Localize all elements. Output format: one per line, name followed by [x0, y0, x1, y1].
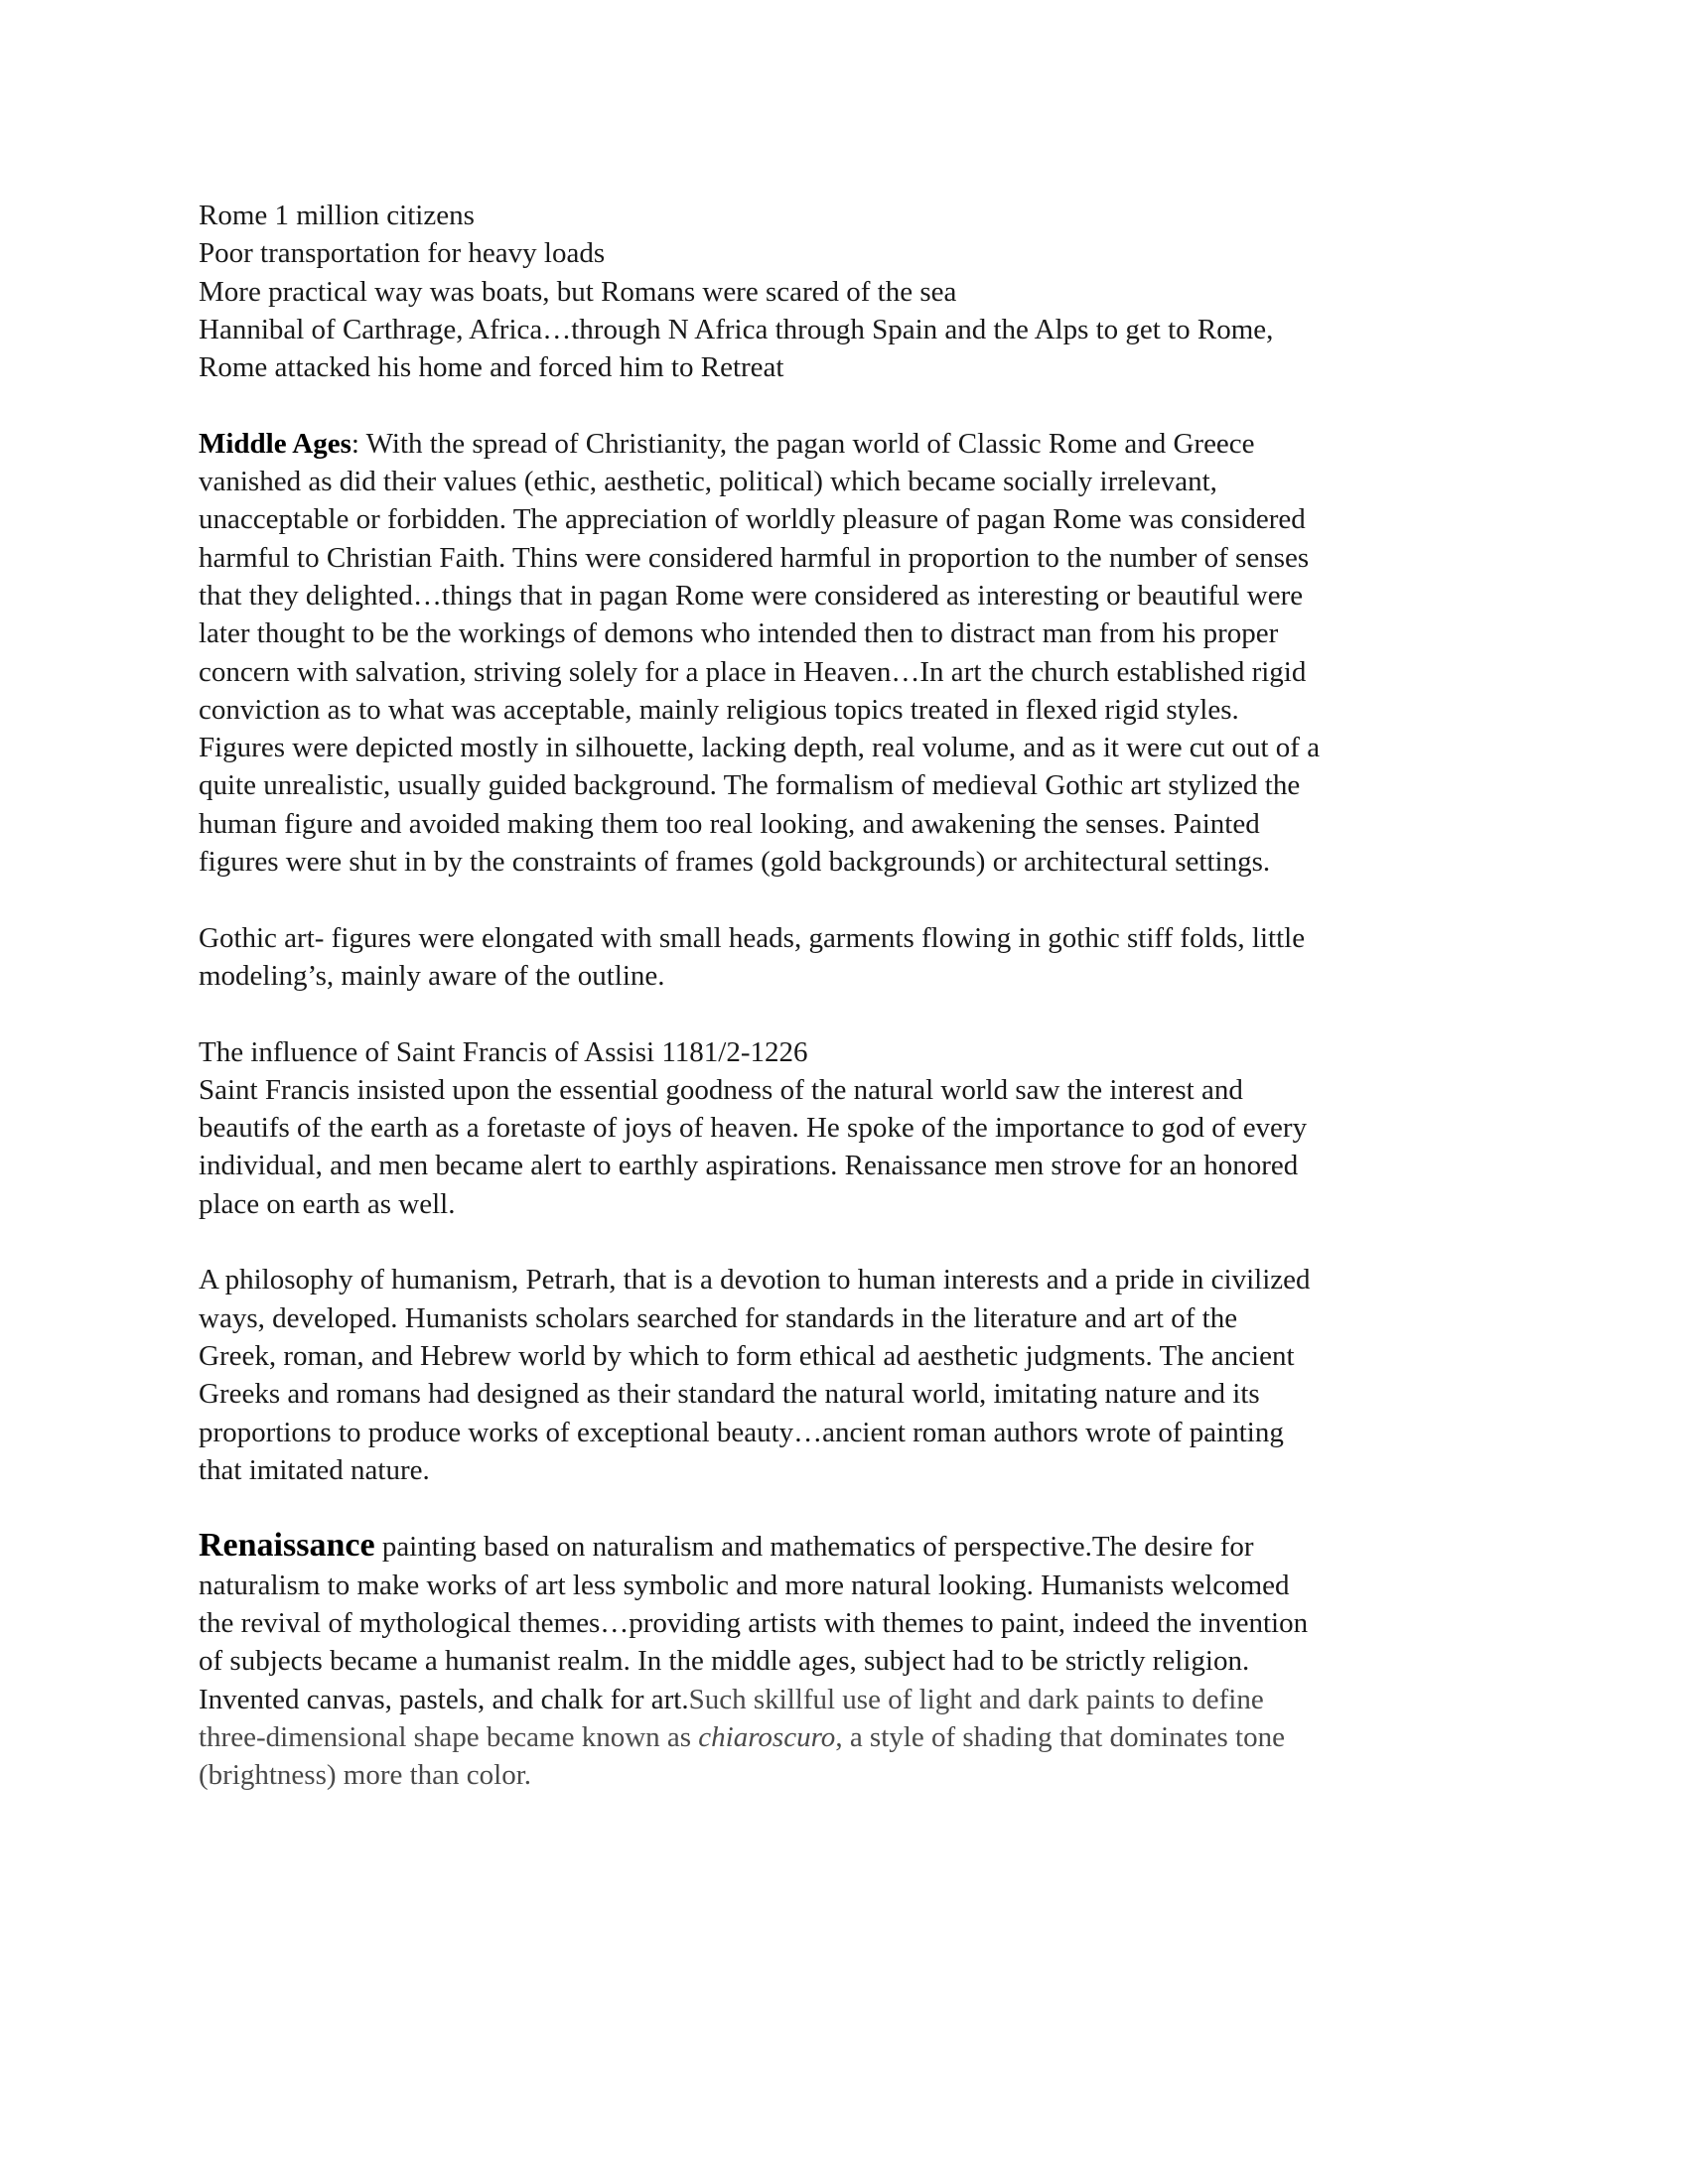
intro-line: Poor transportation for heavy loads: [199, 237, 606, 270]
paragraph-line: of subjects became a humanist realm. In the middle ages, subject had to be strictly religion.: [199, 1645, 1250, 1678]
paragraph-line: [199, 425, 1499, 463]
renaissance-paragraph: [199, 1527, 1499, 1794]
paragraph-line: [199, 1681, 1499, 1718]
paragraph-line: The influence of Saint Francis of Assisi 1181/2-1226: [199, 1035, 808, 1068]
middle-ages-heading: Middle Ages: [199, 427, 352, 460]
paragraph-text: : With the spread of Christianity, the pagan world of Classic Rome and Greece: [351, 427, 1255, 460]
paragraph-line: ways, developed. Humanists scholars searched for standards in the literature and art of the: [199, 1301, 1238, 1334]
paragraph-text: , a style of shading that dominates tone: [835, 1720, 1285, 1753]
gothic-art-paragraph: [199, 919, 1499, 996]
paragraph-line: beautifs of the earth as a foretaste of joys of heaven. He spoke of the importance to god of every: [199, 1112, 1308, 1145]
paragraph-line: [199, 1527, 1499, 1566]
paragraph-line: the revival of mythological themes…providing artists with themes to paint, indeed the invention: [199, 1606, 1309, 1639]
middle-ages-paragraph: [199, 425, 1499, 882]
paragraph-line: [199, 1718, 1499, 1756]
document-body: [199, 197, 1499, 1833]
paragraph-line: unacceptable or forbidden. The appreciation of worldly pleasure of pagan Rome was considered: [199, 503, 1306, 536]
paragraph-line: concern with salvation, striving solely for a place in Heaven…In art the church established rigid: [199, 655, 1307, 688]
paragraph-line: that they delighted…things that in pagan Rome were considered as interesting or beautiful were: [199, 579, 1304, 612]
paragraph-text: three-dimensional shape became known as: [199, 1720, 699, 1753]
intro-line: More practical way was boats, but Romans were scared of the sea: [199, 275, 957, 308]
paragraph-line: vanished as did their values (ethic, aesthetic, political) which became socially irrelevant,: [199, 466, 1217, 498]
paragraph-line: that imitated nature.: [199, 1453, 430, 1486]
paragraph-line: modeling’s, mainly aware of the outline.: [199, 959, 665, 992]
paragraph-line: Greeks and romans had designed as their standard the natural world, imitating nature and its: [199, 1378, 1260, 1411]
paragraph-line: (brightness) more than color.: [199, 1759, 532, 1792]
paragraph-line: quite unrealistic, usually guided background. The formalism of medieval Gothic art stylized the: [199, 769, 1301, 802]
paragraph-line: proportions to produce works of exceptional beauty…ancient roman authors wrote of painting: [199, 1416, 1284, 1448]
paragraph-line: conviction as to what was acceptable, mainly religious topics treated in flexed rigid styles.: [199, 693, 1239, 726]
paragraph-line: A philosophy of humanism, Petrarh, that is a devotion to human interests and a pride in civilized: [199, 1264, 1311, 1297]
paragraph-text: Invented canvas, pastels, and chalk for art.: [199, 1683, 689, 1715]
renaissance-heading: Renaissance: [199, 1527, 375, 1565]
paragraph-text: Such skillful use of light and dark paints to define: [688, 1683, 1264, 1715]
paragraph-line: figures were shut in by the constraints of frames (gold backgrounds) or architectural settings.: [199, 846, 1271, 879]
intro-line: Hannibal of Carthrage, Africa…through N Africa through Spain and the Alps to get to Rome,: [199, 313, 1274, 345]
paragraph-line: human figure and avoided making them too real looking, and awakening the senses. Painted: [199, 807, 1260, 840]
paragraph-line: Saint Francis insisted upon the essential goodness of the natural world saw the interest and: [199, 1073, 1243, 1106]
paragraph-line: naturalism to make works of art less symbolic and more natural looking. Humanists welcomed: [199, 1569, 1290, 1601]
paragraph-line: individual, and men became alert to earthly aspirations. Renaissance men strove for an honored: [199, 1150, 1299, 1182]
intro-line: Rome attacked his home and forced him to Retreat: [199, 351, 784, 384]
chiaroscuro-term: chiaroscuro: [698, 1720, 836, 1753]
saint-francis-paragraph: [199, 1033, 1499, 1223]
paragraph-line: Gothic art- figures were elongated with small heads, garments flowing in gothic stiff folds, little: [199, 921, 1306, 954]
intro-notes: [199, 197, 1499, 386]
paragraph-line: later thought to be the workings of demons who intended then to distract man from his proper: [199, 617, 1279, 650]
paragraph-line: place on earth as well.: [199, 1187, 456, 1220]
paragraph-line: Greek, roman, and Hebrew world by which to form ethical ad aesthetic judgments. The ancient: [199, 1339, 1295, 1372]
humanism-paragraph: [199, 1261, 1499, 1489]
paragraph-text: painting based on naturalism and mathematics of perspective.The desire for: [374, 1531, 1254, 1564]
paragraph-line: harmful to Christian Faith. Thins were considered harmful in proportion to the number of senses: [199, 541, 1310, 574]
paragraph-line: Figures were depicted mostly in silhouette, lacking depth, real volume, and as it were cut out of a: [199, 732, 1321, 764]
intro-line: Rome 1 million citizens: [199, 200, 475, 231]
